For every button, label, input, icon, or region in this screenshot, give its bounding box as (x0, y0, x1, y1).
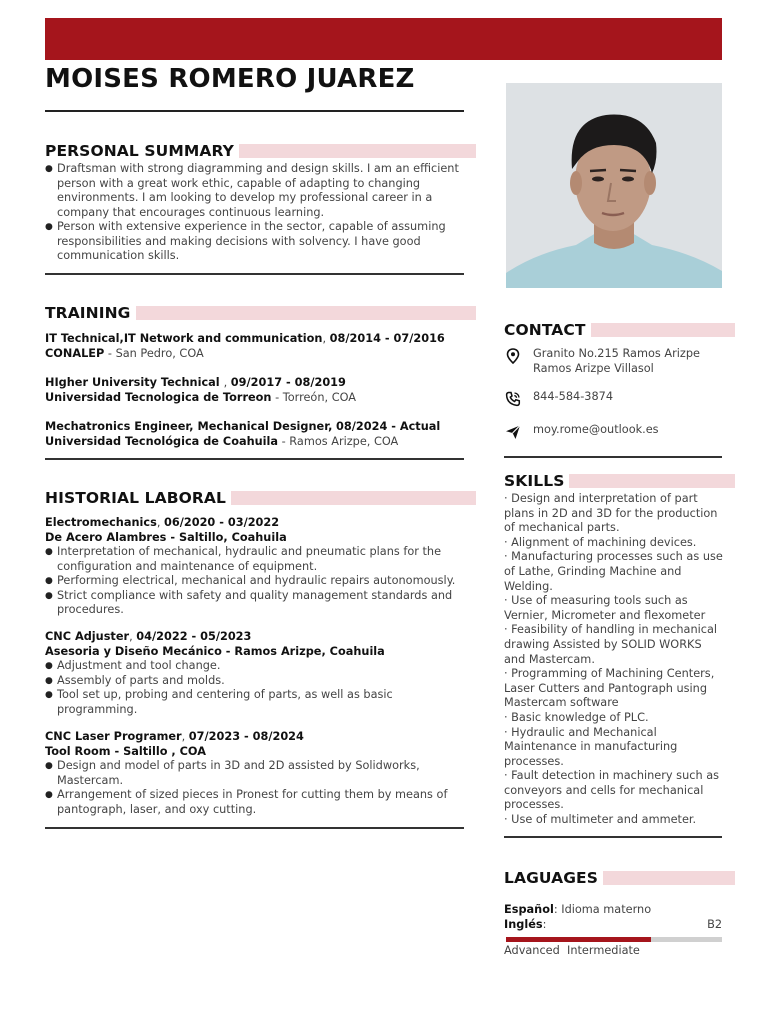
skills-divider (504, 836, 722, 838)
send-icon (504, 423, 522, 441)
language-scale (504, 943, 640, 958)
skill-item: · Use of multimeter and ammeter. (504, 813, 697, 827)
summary-item: ● Person with extensive experience in the sector, capable of assuming responsibilities and making decisions with solvency. I have good communication skills. (45, 220, 470, 264)
scale-low-label: Advanced (504, 944, 560, 957)
phone-icon (504, 390, 522, 408)
job-duty: ● Performing electrical, mechanical and hydraulic repairs autonomously. (45, 574, 470, 589)
job-company: De Acero Alambres - Saltillo, Coahuila (45, 531, 287, 544)
job-duty: ● Design and model of parts in 3D and 2D assisted by Solidworks, Mastercam. (45, 759, 470, 788)
job-duty: ● Strict compliance with safety and quality management standards and procedures. (45, 589, 470, 618)
language-code: B2 (707, 918, 722, 931)
email-address[interactable]: moy.rome@outlook.es (533, 423, 659, 436)
job-duties (45, 659, 470, 717)
training-heading (45, 304, 476, 322)
degree-dates: 08/2024 - Actual (336, 420, 441, 433)
job-duty: ● Tool set up, probing and centering of parts, as well as basic programming. (45, 688, 470, 717)
job-dates: 07/2023 - 08/2024 (188, 730, 304, 743)
address-line1: Granito No.215 Ramos Arizpe (533, 347, 700, 360)
school-name: Universidad Tecnológica de Coahuila (45, 435, 279, 448)
contact-heading (504, 321, 735, 339)
job-duty: ● Arrangement of sized pieces in Pronest for cutting them by means of pantograph, laser, and oxy cutting. (45, 788, 470, 817)
work-heading (45, 489, 476, 507)
heading-band (239, 144, 476, 158)
school-name: Universidad Tecnologica de Torreon (45, 391, 272, 404)
training-entry: IT Technical,IT Network and communication, 08/2014 - 07/2016 CONALEP - San Pedro, COA (45, 332, 445, 360)
languages-heading (504, 869, 735, 887)
training-entry: HIgher University Technical , 09/2017 - 08/2019 Universidad Tecnologica de Torreon - Torreón, COA (45, 376, 356, 404)
skills-list (504, 492, 726, 828)
header-color-bar (45, 18, 722, 60)
language-name: Español (504, 903, 554, 916)
skill-item: · Feasibility of handling in mechanical drawing Assisted by SOLID WORKS and Mastercam. (504, 623, 718, 666)
school-name: CONALEP (45, 347, 105, 360)
degree-dates: 09/2017 - 08/2019 (230, 376, 346, 389)
skills-title: SKILLS (504, 472, 565, 490)
address-line2: Ramos Arizpe Villasol (533, 361, 654, 375)
contact-divider (504, 456, 722, 458)
skill-item: · Manufacturing processes such as use of Lathe, Grinding Machine and Welding. (504, 550, 723, 593)
summary-list (45, 162, 470, 264)
scale-high-label: Intermediate (567, 944, 640, 957)
school-location: Torreón, COA (282, 391, 356, 404)
summary-title: PERSONAL SUMMARY (45, 142, 234, 160)
language-spanish: Español: Idioma materno (504, 903, 652, 916)
language-level: Idioma materno (561, 903, 652, 916)
language-name: Inglés (504, 918, 543, 931)
english-level-fill (506, 937, 651, 942)
skill-item: · Basic knowledge of PLC. (504, 710, 649, 724)
degree-name: HIgher University Technical (45, 376, 224, 389)
heading-band (569, 474, 735, 488)
job-duties (45, 759, 470, 817)
skill-item: · Design and interpretation of part plans in 2D and 3D for the production of mechanical parts. (504, 492, 718, 535)
skills-heading (504, 472, 735, 490)
work-divider (45, 827, 464, 829)
job-dates: 04/2022 - 05/2023 (136, 630, 252, 643)
training-divider (45, 458, 464, 460)
job-role: CNC Laser Programer (45, 730, 182, 743)
contact-phone (504, 390, 613, 408)
profile-photo (506, 83, 722, 288)
job-duties (45, 545, 470, 618)
job-company: Asesoria y Diseño Mecánico - Ramos Arizpe, Coahuila (45, 645, 385, 658)
heading-band (136, 306, 476, 320)
skill-item: · Hydraulic and Mechanical Maintenance in manufacturing processes. (504, 725, 678, 768)
candidate-name: MOISES ROMERO JUAREZ (45, 64, 415, 94)
location-pin-icon (504, 347, 522, 365)
heading-band (231, 491, 476, 505)
degree-name: IT Technical,IT Network and communication (45, 332, 323, 345)
job-role: CNC Adjuster (45, 630, 130, 643)
summary-heading (45, 142, 476, 160)
skill-item: · Fault detection in machinery such as conveyors and cells for mechanical processes. (504, 769, 719, 812)
job-role: Electromechanics (45, 516, 157, 529)
training-entry: Mechatronics Engineer, Mechanical Designer, 08/2024 - Actual Universidad Tecnológica de Coahuila - Ramos Arizpe, COA (45, 420, 441, 448)
english-level-bar (506, 937, 722, 942)
contact-email (504, 423, 659, 441)
job-duty: ● Interpretation of mechanical, hydraulic and pneumatic plans for the configuration and maintenance of equipment. (45, 545, 470, 574)
job-entry: Electromechanics, 06/2020 - 03/2022 De Acero Alambres - Saltillo, Coahuila (45, 516, 287, 544)
summary-divider (45, 273, 464, 275)
language-english: Inglés: B2 (504, 918, 722, 931)
work-title: HISTORIAL LABORAL (45, 489, 226, 507)
training-title: TRAINING (45, 304, 131, 322)
school-location: San Pedro, COA (115, 347, 204, 360)
job-dates: 06/2020 - 03/2022 (164, 516, 280, 529)
job-duty: ● Adjustment and tool change. (45, 659, 470, 674)
job-duty: ● Assembly of parts and molds. (45, 674, 470, 689)
degree-dates: 08/2014 - 07/2016 (329, 332, 445, 345)
contact-title: CONTACT (504, 321, 586, 339)
school-location: Ramos Arizpe, COA (289, 435, 399, 448)
phone-number[interactable]: 844-584-3874 (533, 390, 614, 403)
job-entry: CNC Adjuster, 04/2022 - 05/2023 Asesoria y Diseño Mecánico - Ramos Arizpe, Coahuila (45, 630, 385, 658)
skill-item: · Programming of Machining Centers, Laser Cutters and Pantograph using Mastercam software (504, 667, 715, 710)
name-divider (45, 110, 464, 112)
job-entry: CNC Laser Programer, 07/2023 - 08/2024 Tool Room - Saltillo , COA (45, 730, 304, 758)
job-company: Tool Room - Saltillo , COA (45, 745, 206, 758)
heading-band (603, 871, 735, 885)
contact-address (504, 347, 700, 376)
heading-band (591, 323, 735, 337)
skill-item: · Use of measuring tools such as Vernier, Micrometer and flexometer (504, 594, 706, 622)
summary-item: ● Draftsman with strong diagramming and design skills. I am an efficient person with a great work ethic, capable of adapting to changing environments. I am looking to develop my professional career in a company that encourages continuous learning. (45, 162, 470, 220)
degree-name: Mechatronics Engineer, Mechanical Designer, (45, 420, 333, 433)
languages-title: LAGUAGES (504, 869, 598, 887)
skill-item: · Alignment of machining devices. (504, 535, 697, 549)
